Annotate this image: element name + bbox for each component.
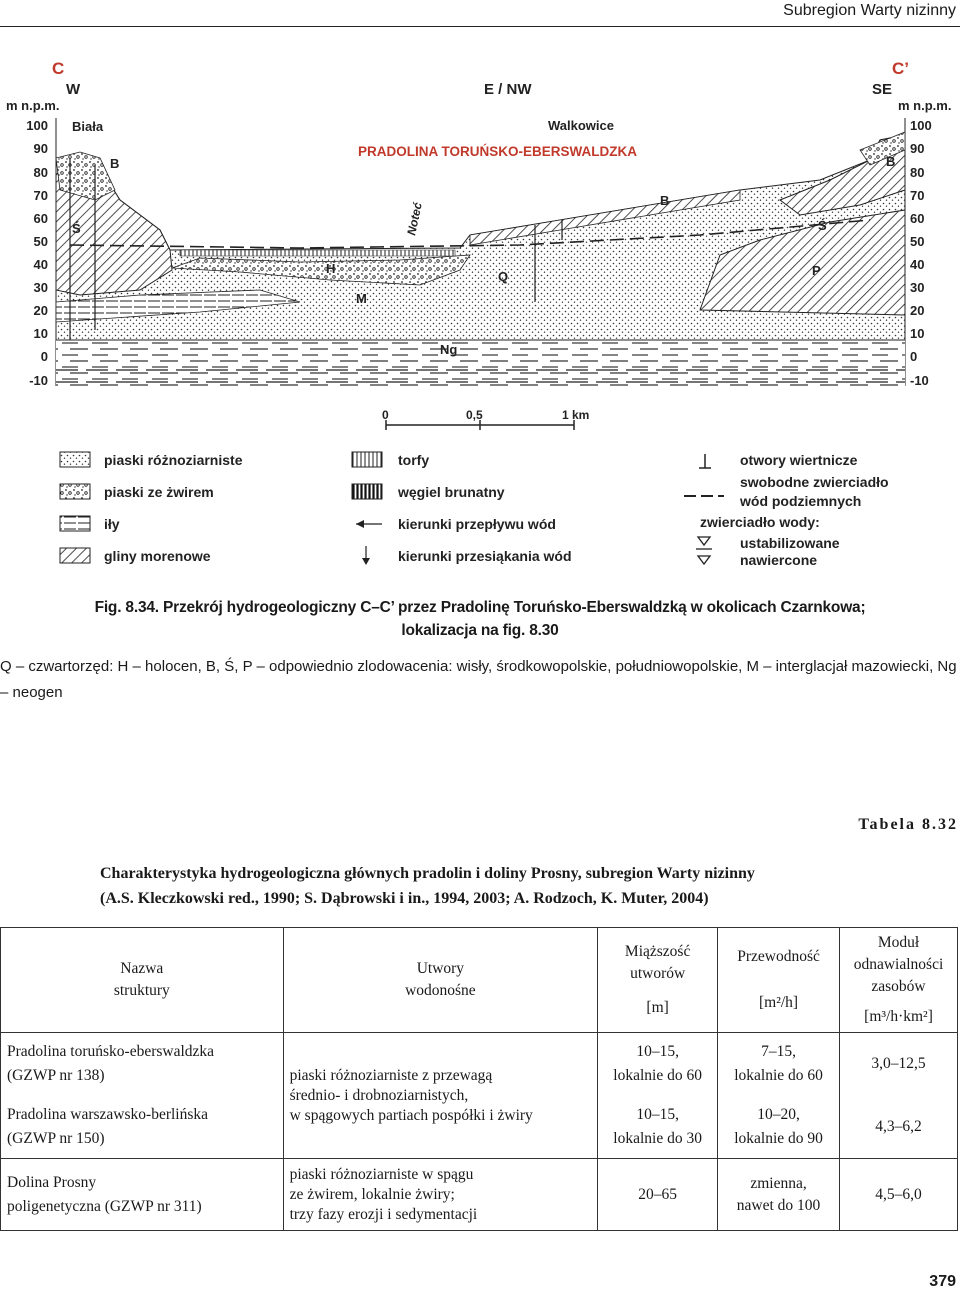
axis-tick-right: -10: [910, 373, 929, 388]
cell-text: 10–15,: [636, 1043, 679, 1061]
cell-aquifer-shared: [283, 1033, 598, 1159]
header-rule: [0, 26, 960, 27]
axis-tick-right: 70: [910, 188, 925, 203]
caption-line-1: Fig. 8.34. Przekrój hydrogeologiczny C–C’ przez Pradolinę Toruńsko-Eberswaldzką w okolicach Czarnkowa;: [94, 599, 866, 616]
unit-label-s-left: Ś: [72, 221, 81, 236]
table-title-line-2: (A.S. Kleczkowski red., 1990; S. Dąbrowski i in., 1994, 2003; A. Rodzoch, K. Muter, 2004): [100, 890, 709, 907]
section-label-right: C’: [892, 59, 909, 78]
cell-module: 3,0–12,5: [840, 1033, 958, 1096]
cell-text: Pradolina warszawsko-berlińska: [7, 1105, 209, 1123]
page-number: 379: [929, 1273, 956, 1290]
header-name: [1, 928, 284, 1033]
header-text: Utwory: [416, 960, 465, 977]
axis-tick-left: 30: [33, 280, 48, 295]
cell-text: lokalnie do 60: [734, 1067, 823, 1085]
table-header-row: [1, 928, 958, 1033]
legend-label: kierunki przepływu wód: [398, 516, 556, 532]
axis-tick-right: 50: [910, 234, 925, 249]
data-table: [0, 927, 958, 1231]
unit-label-h: H: [326, 261, 336, 276]
axis-tick-right: 10: [910, 326, 925, 341]
caption-note: Q – czwartorzęd: H – holocen, B, Ś, P – odpowiednio zlodowacenia: wisły, środkowopolskie, południowopolskie, M – interglacjał mazowiecki, Ng – neogen: [0, 658, 957, 701]
cell-name: [1, 1033, 284, 1096]
cell-name: [1, 1096, 284, 1159]
cell-aquifer: [283, 1159, 598, 1231]
cell-text: (GZWP nr 138): [7, 1067, 105, 1085]
axis-tick-right: 40: [910, 257, 925, 272]
direction-center: E / NW: [484, 81, 532, 98]
cell-transmissivity: [718, 1033, 840, 1096]
axis-unit-right: m n.p.m.: [898, 98, 952, 113]
unit-label-s-right: Ś: [818, 218, 827, 233]
caption-line-2: lokalizacja na fig. 8.30: [401, 622, 559, 639]
valley-name: PRADOLINA TORUŃSKO-EBERSWALDZKA: [358, 144, 637, 159]
header-module: [840, 928, 958, 1033]
cell-text: 7–15,: [761, 1043, 796, 1061]
cell-thickness: [598, 1033, 718, 1096]
legend-label: iły: [104, 516, 120, 532]
direction-left: W: [66, 81, 81, 98]
axis-tick-left: 20: [33, 303, 48, 318]
scale-label: 0: [382, 408, 389, 422]
unit-label-p: P: [812, 263, 821, 278]
header-text: odnawialności: [853, 956, 944, 973]
axis-tick-left: 80: [33, 165, 48, 180]
header-transmissivity: [718, 928, 840, 1033]
axis-tick-right: 60: [910, 211, 925, 226]
cell-name: [1, 1159, 284, 1231]
cell-text: Pradolina toruńsko-eberswaldzka: [7, 1043, 215, 1061]
header-text: Miąższość: [624, 943, 691, 960]
header-aquifer: [283, 928, 598, 1033]
scale-label: 0,5: [466, 408, 483, 422]
cell-text: piaski różnoziarniste w spągu: [289, 1165, 474, 1183]
axis-tick-left: 90: [33, 141, 48, 156]
axis-tick-right: 100: [910, 118, 932, 133]
place-walkowice: Walkowice: [548, 118, 614, 133]
axis-tick-left: 60: [33, 211, 48, 226]
unit-label-q: Q: [498, 269, 509, 284]
cell-text: nawet do 100: [736, 1196, 821, 1214]
cross-section-figure: [0, 40, 960, 580]
header-text: wodonośne: [405, 982, 476, 999]
cell-text: 10–15,: [636, 1105, 679, 1123]
running-header: Subregion Warty nizinny: [783, 2, 956, 19]
table-title-line-1: Charakterystyka hydrogeologiczna głównych pradolin i doliny Prosny, subregion Warty nizinny: [100, 865, 755, 882]
scale-label: 1 km: [562, 408, 590, 422]
cell-module: 4,3–6,2: [840, 1096, 958, 1159]
legend-label: piaski ze żwirem: [104, 484, 214, 500]
legend-label: wód podziemnych: [740, 493, 862, 509]
axis-tick-right: 80: [910, 165, 925, 180]
cell-text: lokalnie do 90: [734, 1129, 823, 1147]
figure-caption: [0, 596, 960, 642]
cell-thickness: [598, 1096, 718, 1159]
cell-text: ze żwirem, lokalnie żwiry;: [289, 1185, 455, 1203]
table-title: [100, 861, 880, 911]
geology-body: [56, 132, 905, 386]
axis-tick-left: 50: [33, 234, 48, 249]
legend-label: piaski różnoziarniste: [104, 452, 243, 468]
header-text: Moduł: [877, 934, 920, 951]
axis-tick-right: 30: [910, 280, 925, 295]
cell-text: w spągowych partiach pospółki i żwiry: [289, 1106, 533, 1124]
cell-text: 10–20,: [757, 1105, 800, 1123]
legend-label: torfy: [398, 452, 430, 468]
header-text: Przewodność: [737, 948, 820, 965]
header-unit: [m³/h·km²]: [864, 1008, 933, 1025]
axis-unit-left: m n.p.m.: [6, 98, 60, 113]
legend-label: nawiercone: [740, 552, 818, 568]
cell-text: poligenetyczna (GZWP nr 311): [7, 1197, 202, 1215]
axis-tick-left: 40: [33, 257, 48, 272]
cell-thickness: 20–65: [598, 1159, 718, 1231]
axis-tick-left: -10: [29, 373, 48, 388]
header-unit: [m²/h]: [759, 994, 799, 1011]
legend-label: kierunki przesiąkania wód: [398, 548, 572, 564]
cell-text: średnio- i drobnoziarnistych,: [289, 1086, 469, 1104]
legend: [60, 452, 889, 568]
cell-text: lokalnie do 30: [613, 1129, 702, 1147]
cell-module: 4,5–6,0: [840, 1159, 958, 1231]
header-thickness: [598, 928, 718, 1033]
scale-bar: [382, 408, 589, 430]
unit-label-ng: Ng: [440, 342, 458, 357]
cell-text: trzy fazy erozji i sedymentacji: [289, 1205, 478, 1223]
direction-right: SE: [872, 81, 893, 98]
axis-tick-left: 100: [26, 118, 48, 133]
section-label-left: C: [52, 59, 65, 78]
unit-label-b-center: B: [660, 193, 670, 208]
river-label: Noteć: [404, 201, 425, 237]
table-label: Tabela 8.32: [858, 816, 958, 833]
cell-text: lokalnie do 60: [613, 1067, 702, 1085]
header-text: Nazwa: [120, 960, 164, 977]
legend-label: węgiel brunatny: [398, 484, 505, 500]
cell-text: piaski różnoziarniste z przewagą: [289, 1066, 493, 1084]
unit-label-b-left: B: [110, 156, 120, 171]
legend-label: gliny morenowe: [104, 548, 211, 564]
table-row: [1, 1159, 958, 1231]
header-text: utworów: [630, 965, 686, 982]
axis-tick-left: 10: [33, 326, 48, 341]
header-text: struktury: [113, 982, 170, 999]
legend-label: swobodne zwierciadło: [740, 474, 889, 490]
legend-label: ustabilizowane: [740, 535, 840, 551]
legend-label: otwory wiertnicze: [740, 452, 858, 468]
table-row: [1, 1033, 958, 1096]
cell-text: (GZWP nr 150): [7, 1129, 105, 1147]
header-unit: [m]: [646, 999, 669, 1016]
cell-transmissivity: [718, 1159, 840, 1231]
legend-label: zwierciadło wody:: [700, 514, 820, 530]
cell-text: zmienna,: [750, 1174, 807, 1192]
cell-transmissivity: [718, 1096, 840, 1159]
place-biala: Biała: [72, 119, 104, 134]
unit-label-m: M: [356, 291, 367, 306]
header-text: zasobów: [871, 978, 926, 995]
axis-tick-right: 20: [910, 303, 925, 318]
axis-tick-right: 90: [910, 141, 925, 156]
axis-tick-left: 0: [40, 349, 48, 364]
axis-tick-left: 70: [33, 188, 48, 203]
cell-text: Dolina Prosny: [7, 1173, 97, 1191]
unit-label-b-right: B: [886, 154, 896, 169]
axis-tick-right: 0: [910, 349, 918, 364]
